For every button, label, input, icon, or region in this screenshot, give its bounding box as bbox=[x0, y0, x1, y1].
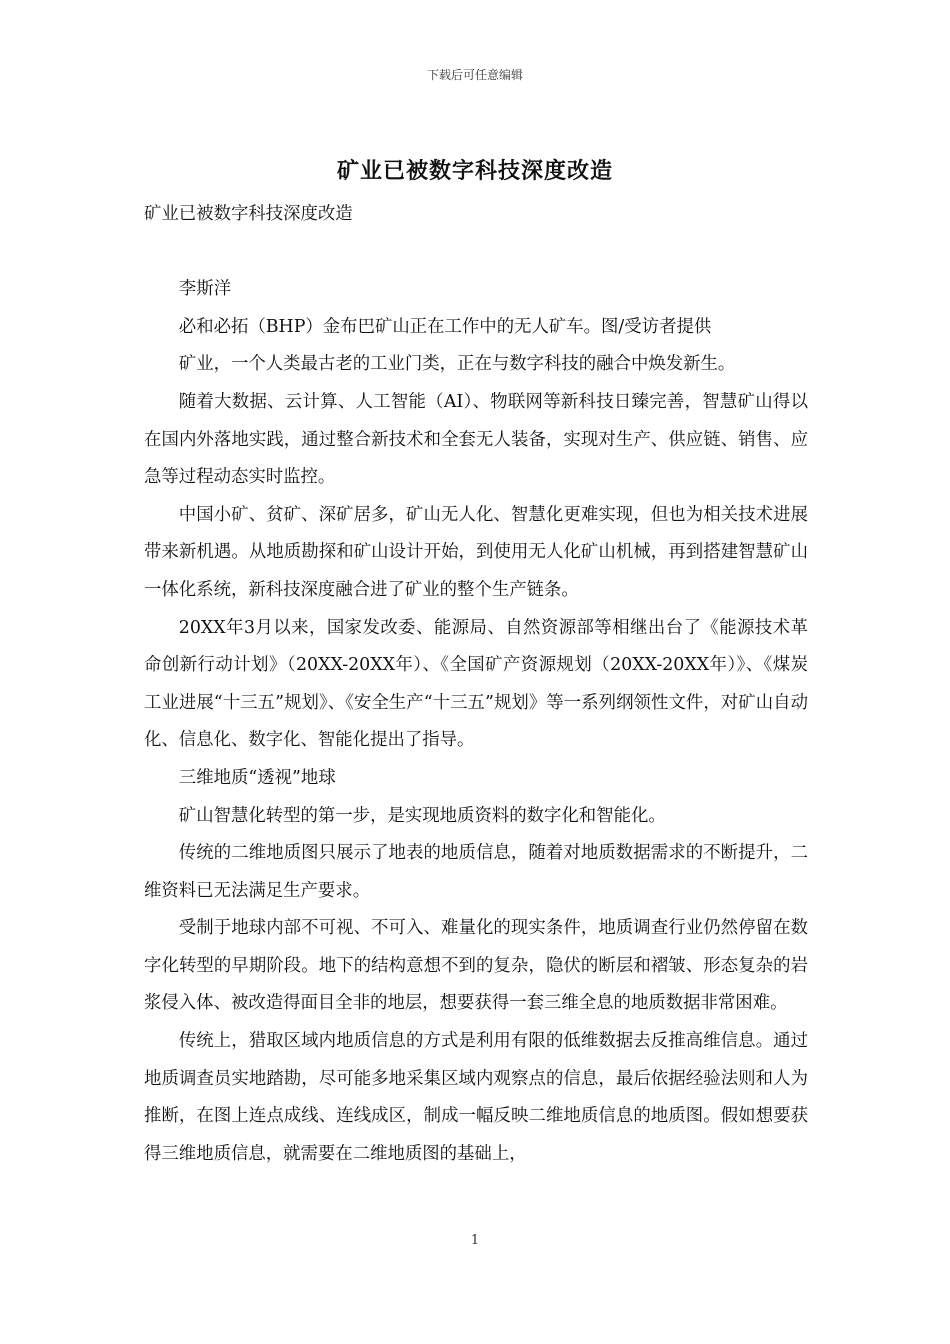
author-line: 李斯洋 bbox=[178, 279, 231, 300]
document-title: 矿业已被数字科技深度改造 bbox=[336, 158, 613, 184]
document-subtitle: 矿业已被数字科技深度改造 bbox=[144, 204, 353, 224]
paragraph: 随着大数据、云计算、人工智能（AI）、物联网等新科技日臻完善，智慧矿山得以在国内外落地实践，通过整合新技术和全套无人装备，实现对生产、供应链、销售、应急等过程动态实时监控。 bbox=[144, 391, 808, 488]
paragraph: 矿山智慧化转型的第一步，是实现地质资料的数字化和智能化。 bbox=[178, 805, 666, 826]
page-header-note: 下载后可任意编辑 bbox=[426, 68, 523, 82]
photo-caption: 必和必拓（BHP）金布巴矿山正在工作中的无人矿车。图/受访者提供 bbox=[178, 316, 712, 337]
paragraph: 受制于地球内部不可视、不可入、难量化的现实条件，地质调查行业仍然停留在数字化转型的早期阶段。地下的结构意想不到的复杂，隐伏的断层和褶皱、形态复杂的岩浆侵入体、被改造得面目全非的地层，想要获得一套三维全息的地质数据非常困难。 bbox=[144, 918, 808, 1014]
paragraph: 20XX年3月以来，国家发改委、能源局、自然资源部等相继出台了《能源技术革命创新行动计划》（20XX-20XX年）、《全国矿产资源规划（20XX-20XX年）》、《煤炭工业进展“十三五”规划》、《安全生产“十三五”规划》等一系列纲领性文件，对矿山自动化、信息化、数字化、智能化提出了指导。 bbox=[144, 617, 808, 751]
section-heading: 三维地质“透视”地球 bbox=[178, 767, 336, 788]
paragraph: 传统的二维地质图只展示了地表的地质信息，随着对地质数据需求的不断提升，二维资料已无法满足生产要求。 bbox=[144, 843, 808, 901]
document-body bbox=[144, 196, 808, 1173]
paragraph: 传统上，猎取区域内地质信息的方式是利用有限的低维数据去反推高维信息。通过地质调查员实地踏勘，尽可能多地采集区域内观察点的信息，最后依据经验法则和人为推断，在图上连点成线、连线成区，制成一幅反映二维地质信息的地质图。假如想要获得三维地质信息，就需要在二维地质图的基础上， bbox=[144, 1031, 808, 1164]
page-number: 1 bbox=[470, 1233, 480, 1248]
paragraph: 中国小矿、贫矿、深矿居多，矿山无人化、智慧化更难实现，但也为相关技术进展带来新机遇。从地质勘探和矿山设计开始，到使用无人化矿山机械，再到搭建智慧矿山一体化系统，新科技深度融合进了矿业的整个生产链条。 bbox=[144, 504, 808, 600]
paragraph: 矿业，一个人类最古老的工业门类，正在与数字科技的融合中焕发新生。 bbox=[178, 354, 736, 375]
